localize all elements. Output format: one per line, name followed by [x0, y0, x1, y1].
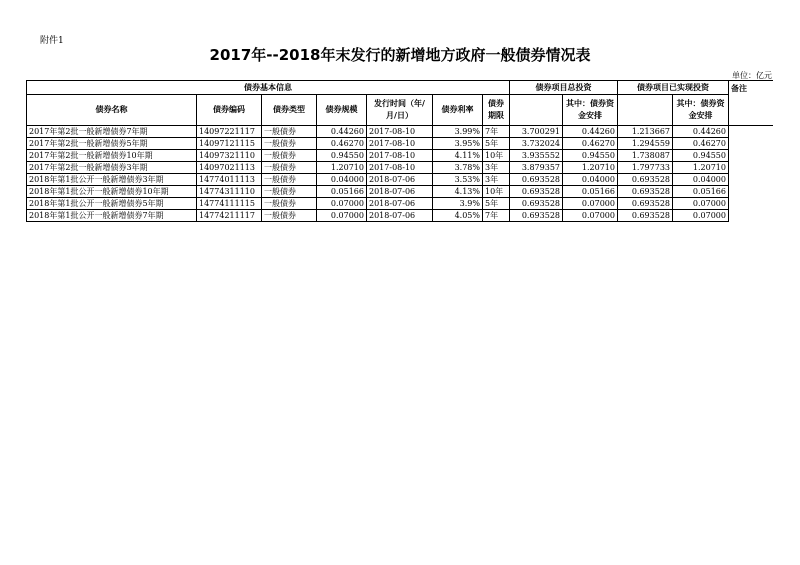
cell-type: 一般债券	[262, 138, 317, 150]
cell-total: 3.935552	[510, 150, 563, 162]
cell-term: 5年	[483, 138, 510, 150]
annex-label: 附件1	[40, 36, 64, 46]
cell-name: 2018年第1批公开一般新增债券7年期	[27, 210, 197, 222]
unit-label: 单位：亿元	[732, 71, 772, 80]
cell-realized-bond: 0.04000	[673, 174, 729, 186]
cell-total: 0.693528	[510, 198, 563, 210]
cell-scale: 0.04000	[317, 174, 367, 186]
cell-scale: 0.94550	[317, 150, 367, 162]
cell-code: 14097221117	[197, 126, 262, 138]
cell-type: 一般债券	[262, 186, 317, 198]
cell-code: 14774211117	[197, 210, 262, 222]
cell-realized-bond: 1.20710	[673, 162, 729, 174]
cell-total-bond: 1.20710	[563, 162, 618, 174]
header-type: 债券类型	[262, 95, 317, 126]
cell-name: 2017年第2批一般新增债券5年期	[27, 138, 197, 150]
cell-issue-date: 2018-07-06	[367, 186, 433, 198]
cell-rate: 3.95%	[433, 138, 483, 150]
cell-realized-bond: 0.94550	[673, 150, 729, 162]
header-rate: 债券利率	[433, 95, 483, 126]
header-name: 债券名称	[27, 95, 197, 126]
cell-type: 一般债券	[262, 198, 317, 210]
cell-total-bond: 0.04000	[563, 174, 618, 186]
cell-issue-date: 2018-07-06	[367, 210, 433, 222]
cell-total-bond: 0.44260	[563, 126, 618, 138]
cell-remark	[729, 174, 773, 186]
header-realized-bond: 其中：债券资金安排	[673, 95, 729, 126]
table-row	[27, 210, 773, 222]
cell-realized: 0.693528	[618, 186, 673, 198]
header-term: 债券期限	[483, 95, 510, 126]
cell-rate: 3.9%	[433, 198, 483, 210]
cell-issue-date: 2017-08-10	[367, 138, 433, 150]
cell-code: 14097021113	[197, 162, 262, 174]
cell-realized-bond: 0.07000	[673, 198, 729, 210]
cell-rate: 3.78%	[433, 162, 483, 174]
cell-issue-date: 2018-07-06	[367, 198, 433, 210]
cell-total: 0.693528	[510, 174, 563, 186]
cell-name: 2017年第2批一般新增债券7年期	[27, 126, 197, 138]
table-row	[27, 198, 773, 210]
cell-realized: 1.738087	[618, 150, 673, 162]
group-realized-investment: 债券项目已实现投资	[618, 81, 729, 95]
cell-rate: 3.53%	[433, 174, 483, 186]
cell-term: 3年	[483, 174, 510, 186]
group-basic-info: 债券基本信息	[27, 81, 510, 95]
table-row	[27, 126, 773, 138]
cell-issue-date: 2018-07-06	[367, 174, 433, 186]
cell-rate: 4.13%	[433, 186, 483, 198]
cell-issue-date: 2017-08-10	[367, 162, 433, 174]
cell-scale: 0.07000	[317, 198, 367, 210]
cell-term: 7年	[483, 210, 510, 222]
cell-code: 14774311110	[197, 186, 262, 198]
cell-realized: 0.693528	[618, 198, 673, 210]
cell-total: 0.693528	[510, 210, 563, 222]
cell-code: 14097121115	[197, 138, 262, 150]
cell-code: 14774011113	[197, 174, 262, 186]
header-total	[510, 95, 563, 126]
cell-realized: 1.294559	[618, 138, 673, 150]
cell-total-bond: 0.07000	[563, 210, 618, 222]
cell-scale: 0.44260	[317, 126, 367, 138]
table-row	[27, 150, 773, 162]
cell-type: 一般债券	[262, 174, 317, 186]
cell-remark	[729, 210, 773, 222]
cell-total: 3.879357	[510, 162, 563, 174]
cell-realized-bond: 0.07000	[673, 210, 729, 222]
cell-type: 一般债券	[262, 162, 317, 174]
header-issue-date: 发行时间（年/月/日）	[367, 95, 433, 126]
cell-name: 2018年第1批公开一般新增债券10年期	[27, 186, 197, 198]
cell-name: 2017年第2批一般新增债券3年期	[27, 162, 197, 174]
cell-realized-bond: 0.46270	[673, 138, 729, 150]
cell-remark	[729, 186, 773, 198]
cell-remark	[729, 150, 773, 162]
group-total-investment: 债券项目总投资	[510, 81, 618, 95]
cell-total: 0.693528	[510, 186, 563, 198]
cell-total: 3.700291	[510, 126, 563, 138]
cell-realized: 0.693528	[618, 210, 673, 222]
cell-term: 3年	[483, 162, 510, 174]
cell-term: 10年	[483, 186, 510, 198]
cell-type: 一般债券	[262, 210, 317, 222]
cell-scale: 1.20710	[317, 162, 367, 174]
cell-total-bond: 0.05166	[563, 186, 618, 198]
cell-type: 一般债券	[262, 150, 317, 162]
cell-term: 5年	[483, 198, 510, 210]
header-scale: 债券规模	[317, 95, 367, 126]
cell-scale: 0.46270	[317, 138, 367, 150]
cell-realized: 0.693528	[618, 174, 673, 186]
cell-issue-date: 2017-08-10	[367, 150, 433, 162]
cell-realized: 1.797733	[618, 162, 673, 174]
cell-remark	[729, 138, 773, 150]
cell-remark	[729, 198, 773, 210]
header-realized	[618, 95, 673, 126]
table-row	[27, 138, 773, 150]
cell-rate: 3.99%	[433, 126, 483, 138]
table-row	[27, 186, 773, 198]
cell-total-bond: 0.46270	[563, 138, 618, 150]
cell-remark	[729, 126, 773, 138]
cell-realized-bond: 0.44260	[673, 126, 729, 138]
cell-scale: 0.07000	[317, 210, 367, 222]
cell-name: 2017年第2批一般新增债券10年期	[27, 150, 197, 162]
cell-rate: 4.05%	[433, 210, 483, 222]
cell-rate: 4.11%	[433, 150, 483, 162]
cell-code: 14774111115	[197, 198, 262, 210]
cell-realized-bond: 0.05166	[673, 186, 729, 198]
page-title: 2017年--2018年末发行的新增地方政府一般债券情况表	[209, 46, 591, 64]
header-total-bond: 其中：债券资金安排	[563, 95, 618, 126]
cell-name: 2018年第1批公开一般新增债券3年期	[27, 174, 197, 186]
cell-total: 3.732024	[510, 138, 563, 150]
header-remark: 备注	[729, 81, 773, 126]
cell-total-bond: 0.94550	[563, 150, 618, 162]
cell-total-bond: 0.07000	[563, 198, 618, 210]
cell-type: 一般债券	[262, 126, 317, 138]
cell-name: 2018年第1批公开一般新增债券5年期	[27, 198, 197, 210]
cell-term: 10年	[483, 150, 510, 162]
cell-term: 7年	[483, 126, 510, 138]
table-row	[27, 162, 773, 174]
cell-code: 14097321110	[197, 150, 262, 162]
cell-scale: 0.05166	[317, 186, 367, 198]
table-row	[27, 174, 773, 186]
cell-realized: 1.213667	[618, 126, 673, 138]
cell-issue-date: 2017-08-10	[367, 126, 433, 138]
header-code: 债券编码	[197, 95, 262, 126]
cell-remark	[729, 162, 773, 174]
bond-table	[26, 80, 773, 222]
